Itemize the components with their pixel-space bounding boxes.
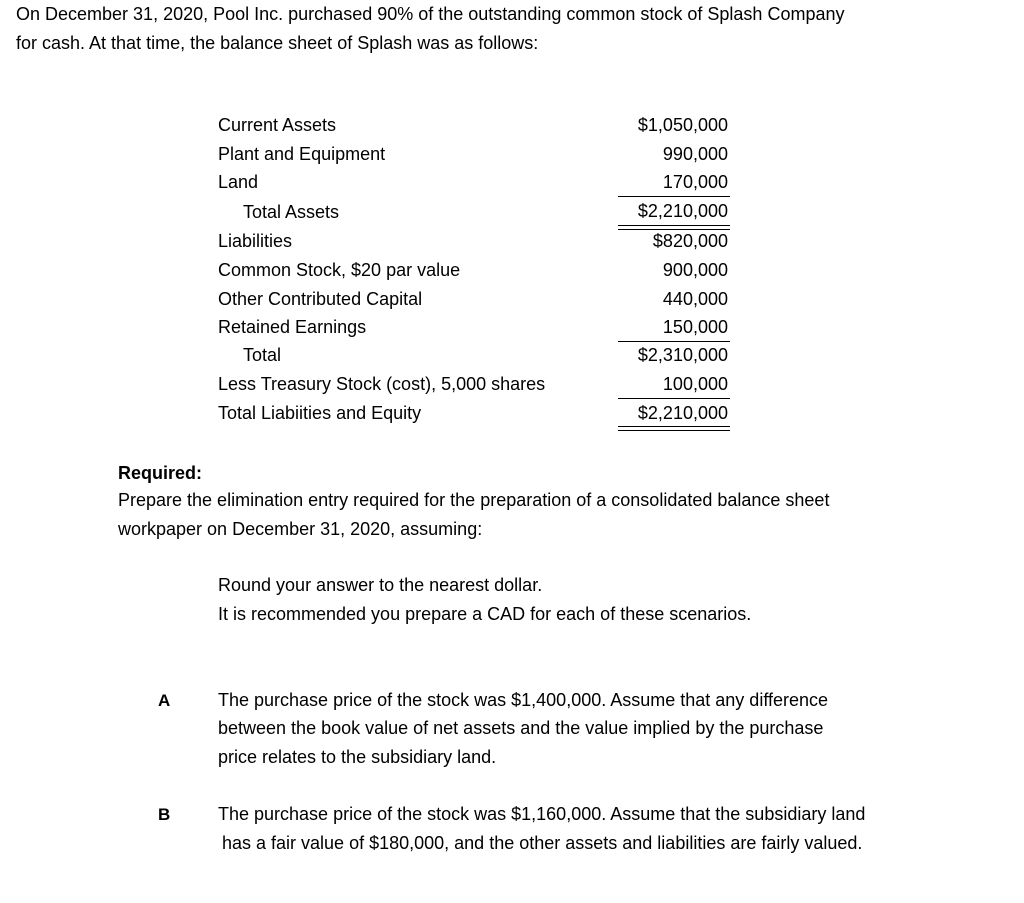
required-line-1: Prepare the elimination entry required for the preparation of a consolidated balance sheet <box>118 490 830 510</box>
bs-label-common-stock: Common Stock, $20 par value <box>218 260 461 280</box>
bs-label-land: Land <box>218 172 259 192</box>
bs-label-total: Total <box>243 345 282 365</box>
bs-amount-treasury-stock: 100,000 <box>662 374 728 394</box>
intro-line-2: for cash. At that time, the balance sheet of Splash was as follows: <box>16 33 539 53</box>
scenario-a-line-1: The purchase price of the stock was $1,400,000. Assume that any difference <box>218 690 829 710</box>
intro-line-1: On December 31, 2020, Pool Inc. purchased 90% of the outstanding common stock of Splash Company <box>16 4 845 24</box>
scenario-b-line-2: has a fair value of $180,000, and the other assets and liabilities are fairly valued. <box>222 833 863 853</box>
intro-paragraph <box>16 0 1016 58</box>
bs-amount-total-assets: $2,210,000 <box>637 201 728 221</box>
bs-label-total-liabilities-equity: Total Liabiities and Equity <box>218 403 422 423</box>
scenario-b-line-1: The purchase price of the stock was $1,160,000. Assume that the subsidiary land <box>218 804 866 824</box>
bs-label-total-assets: Total Assets <box>243 202 340 222</box>
bs-label-plant-equipment: Plant and Equipment <box>218 144 386 164</box>
bs-label-other-contributed-capital: Other Contributed Capital <box>218 289 423 309</box>
scenario-a-letter: A <box>158 691 171 710</box>
scenario-b-letter: B <box>158 805 171 824</box>
bs-amount-other-contributed-capital: 440,000 <box>662 289 728 309</box>
bs-amount-current-assets: $1,050,000 <box>637 115 728 135</box>
bs-label-retained-earnings: Retained Earnings <box>218 317 367 337</box>
bs-total-liabilities-double-rule <box>618 426 730 431</box>
required-heading: Required: <box>118 463 203 483</box>
scenario-a-line-3: price relates to the subsidiary land. <box>218 747 497 767</box>
bs-amount-total: $2,310,000 <box>637 345 728 365</box>
bs-amount-total-liabilities-equity: $2,210,000 <box>637 403 728 423</box>
bs-label-current-assets: Current Assets <box>218 115 337 135</box>
bs-label-treasury-stock: Less Treasury Stock (cost), 5,000 shares <box>218 374 546 394</box>
bs-label-liabilities: Liabilities <box>218 231 293 251</box>
bs-amount-retained-earnings: 150,000 <box>662 317 728 337</box>
bs-amount-land: 170,000 <box>662 172 728 192</box>
instruction-round: Round your answer to the nearest dollar. <box>218 575 543 595</box>
bs-amount-plant-equipment: 990,000 <box>662 144 728 164</box>
instruction-cad: It is recommended you prepare a CAD for each of these scenarios. <box>218 604 752 624</box>
scenario-a-line-2: between the book value of net assets and the value implied by the purchase <box>218 718 824 738</box>
bs-amount-common-stock: 900,000 <box>662 260 728 280</box>
bs-amount-liabilities: $820,000 <box>652 231 728 251</box>
required-line-2: workpaper on December 31, 2020, assuming: <box>118 519 483 539</box>
